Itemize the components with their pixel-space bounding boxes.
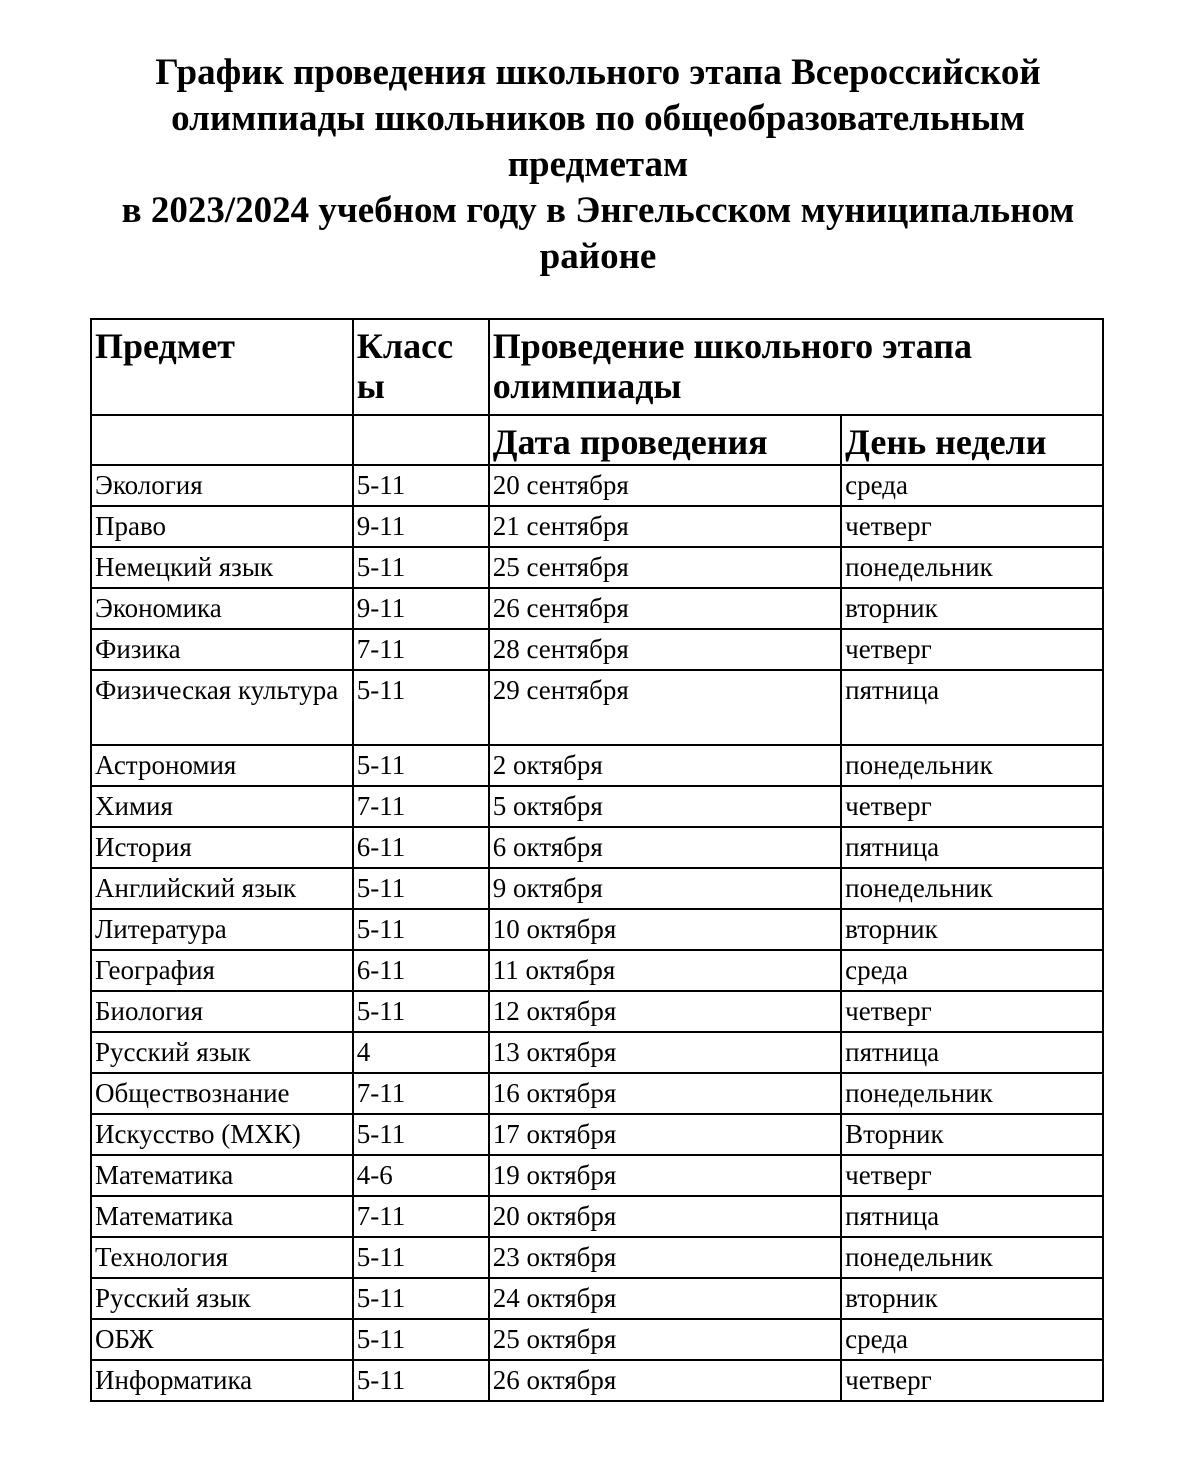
cell-subject: Математика	[91, 1196, 353, 1237]
table-row	[91, 547, 1103, 588]
cell-subject: Литература	[91, 909, 353, 950]
cell-subject: Право	[91, 506, 353, 547]
header-weekday: День недели	[841, 415, 1103, 465]
table-row	[91, 991, 1103, 1032]
cell-date: 28 сентября	[489, 629, 841, 670]
title-line: районе	[539, 236, 657, 277]
table-row	[91, 1196, 1103, 1237]
cell-classes: 7-11	[353, 1073, 489, 1114]
cell-weekday: четверг	[841, 629, 1103, 670]
table-row	[91, 1278, 1103, 1319]
cell-date: 17 октября	[489, 1114, 841, 1155]
table-row	[91, 1032, 1103, 1073]
header-subject-empty	[91, 415, 353, 465]
cell-subject: География	[91, 950, 353, 991]
cell-date: 25 сентября	[489, 547, 841, 588]
title-line: в 2023/2024 учебном году в Энгельсском муниципальном	[121, 190, 1075, 231]
cell-subject: Физика	[91, 629, 353, 670]
cell-weekday: пятница	[841, 670, 1103, 745]
table-header-row	[91, 319, 1103, 415]
cell-weekday: среда	[841, 465, 1103, 506]
header-date: Дата проведения	[489, 415, 841, 465]
cell-date: 26 октября	[489, 1360, 841, 1401]
cell-subject: Астрономия	[91, 745, 353, 786]
cell-date: 11 октября	[489, 950, 841, 991]
cell-classes: 5-11	[353, 670, 489, 745]
table-row	[91, 745, 1103, 786]
cell-weekday: понедельник	[841, 1237, 1103, 1278]
cell-classes: 5-11	[353, 547, 489, 588]
cell-weekday: четверг	[841, 1155, 1103, 1196]
cell-weekday: вторник	[841, 909, 1103, 950]
cell-classes: 6-11	[353, 827, 489, 868]
table-row	[91, 506, 1103, 547]
table-row	[91, 950, 1103, 991]
cell-date: 13 октября	[489, 1032, 841, 1073]
cell-weekday: понедельник	[841, 1073, 1103, 1114]
header-subject: Предмет	[91, 319, 353, 415]
cell-subject: Обществознание	[91, 1073, 353, 1114]
cell-date: 9 октября	[489, 868, 841, 909]
cell-classes: 5-11	[353, 745, 489, 786]
table-subheader-row	[91, 415, 1103, 465]
cell-weekday: пятница	[841, 827, 1103, 868]
cell-weekday: среда	[841, 950, 1103, 991]
cell-weekday: четверг	[841, 506, 1103, 547]
cell-date: 16 октября	[489, 1073, 841, 1114]
cell-classes: 7-11	[353, 629, 489, 670]
cell-date: 24 октября	[489, 1278, 841, 1319]
title-line: олимпиады школьников по общеобразовательным	[171, 98, 1025, 139]
cell-subject: Искусство (МХК)	[91, 1114, 353, 1155]
cell-classes: 4-6	[353, 1155, 489, 1196]
table-row	[91, 588, 1103, 629]
cell-date: 20 сентября	[489, 465, 841, 506]
cell-weekday: среда	[841, 1319, 1103, 1360]
header-stage: Проведение школьного этапа олимпиады	[489, 319, 1103, 415]
cell-subject: Физическая культура	[91, 670, 353, 745]
table-row	[91, 786, 1103, 827]
cell-weekday: понедельник	[841, 868, 1103, 909]
cell-date: 2 октября	[489, 745, 841, 786]
cell-subject: ОБЖ	[91, 1319, 353, 1360]
cell-classes: 4	[353, 1032, 489, 1073]
cell-weekday: вторник	[841, 1278, 1103, 1319]
cell-subject: Немецкий язык	[91, 547, 353, 588]
cell-subject: Английский язык	[91, 868, 353, 909]
cell-classes: 9-11	[353, 506, 489, 547]
cell-classes: 5-11	[353, 1278, 489, 1319]
table-row	[91, 1073, 1103, 1114]
cell-subject: Технология	[91, 1237, 353, 1278]
table-body	[91, 465, 1103, 1401]
table-row	[91, 1114, 1103, 1155]
cell-classes: 5-11	[353, 868, 489, 909]
cell-subject: Информатика	[91, 1360, 353, 1401]
table-row	[91, 909, 1103, 950]
table-row	[91, 868, 1103, 909]
title-line: График проведения школьного этапа Всероссийской	[155, 52, 1041, 93]
cell-classes: 7-11	[353, 786, 489, 827]
title-line: предметам	[507, 144, 689, 185]
cell-classes: 6-11	[353, 950, 489, 991]
cell-classes: 5-11	[353, 1237, 489, 1278]
cell-subject: Русский язык	[91, 1278, 353, 1319]
cell-weekday: Вторник	[841, 1114, 1103, 1155]
cell-date: 26 сентября	[489, 588, 841, 629]
cell-classes: 9-11	[353, 588, 489, 629]
table-row	[91, 827, 1103, 868]
cell-classes: 5-11	[353, 991, 489, 1032]
cell-date: 29 сентября	[489, 670, 841, 745]
cell-classes: 5-11	[353, 465, 489, 506]
table-row	[91, 1237, 1103, 1278]
cell-subject: История	[91, 827, 353, 868]
table-row	[91, 629, 1103, 670]
cell-weekday: понедельник	[841, 547, 1103, 588]
cell-classes: 5-11	[353, 1319, 489, 1360]
cell-subject: Русский язык	[91, 1032, 353, 1073]
cell-date: 21 сентября	[489, 506, 841, 547]
table-row	[91, 1155, 1103, 1196]
cell-subject: Экология	[91, 465, 353, 506]
cell-date: 23 октября	[489, 1237, 841, 1278]
cell-date: 12 октября	[489, 991, 841, 1032]
schedule-table	[90, 318, 1104, 1402]
cell-classes: 5-11	[353, 909, 489, 950]
cell-subject: Химия	[91, 786, 353, 827]
cell-classes: 5-11	[353, 1114, 489, 1155]
table-row	[91, 465, 1103, 506]
cell-weekday: понедельник	[841, 745, 1103, 786]
header-classes: Класс ы	[353, 319, 489, 415]
cell-weekday: четверг	[841, 991, 1103, 1032]
cell-weekday: четверг	[841, 1360, 1103, 1401]
cell-subject: Математика	[91, 1155, 353, 1196]
cell-date: 19 октября	[489, 1155, 841, 1196]
cell-date: 6 октября	[489, 827, 841, 868]
cell-weekday: вторник	[841, 588, 1103, 629]
cell-weekday: четверг	[841, 786, 1103, 827]
cell-weekday: пятница	[841, 1196, 1103, 1237]
cell-subject: Экономика	[91, 588, 353, 629]
cell-classes: 7-11	[353, 1196, 489, 1237]
cell-date: 25 октября	[489, 1319, 841, 1360]
cell-date: 20 октября	[489, 1196, 841, 1237]
table-row	[91, 1319, 1103, 1360]
cell-weekday: пятница	[841, 1032, 1103, 1073]
cell-date: 5 октября	[489, 786, 841, 827]
cell-classes: 5-11	[353, 1360, 489, 1401]
document-title	[60, 50, 1136, 280]
table-row	[91, 670, 1103, 745]
cell-subject: Биология	[91, 991, 353, 1032]
table-row	[91, 1360, 1103, 1401]
cell-date: 10 октября	[489, 909, 841, 950]
header-classes-empty	[353, 415, 489, 465]
